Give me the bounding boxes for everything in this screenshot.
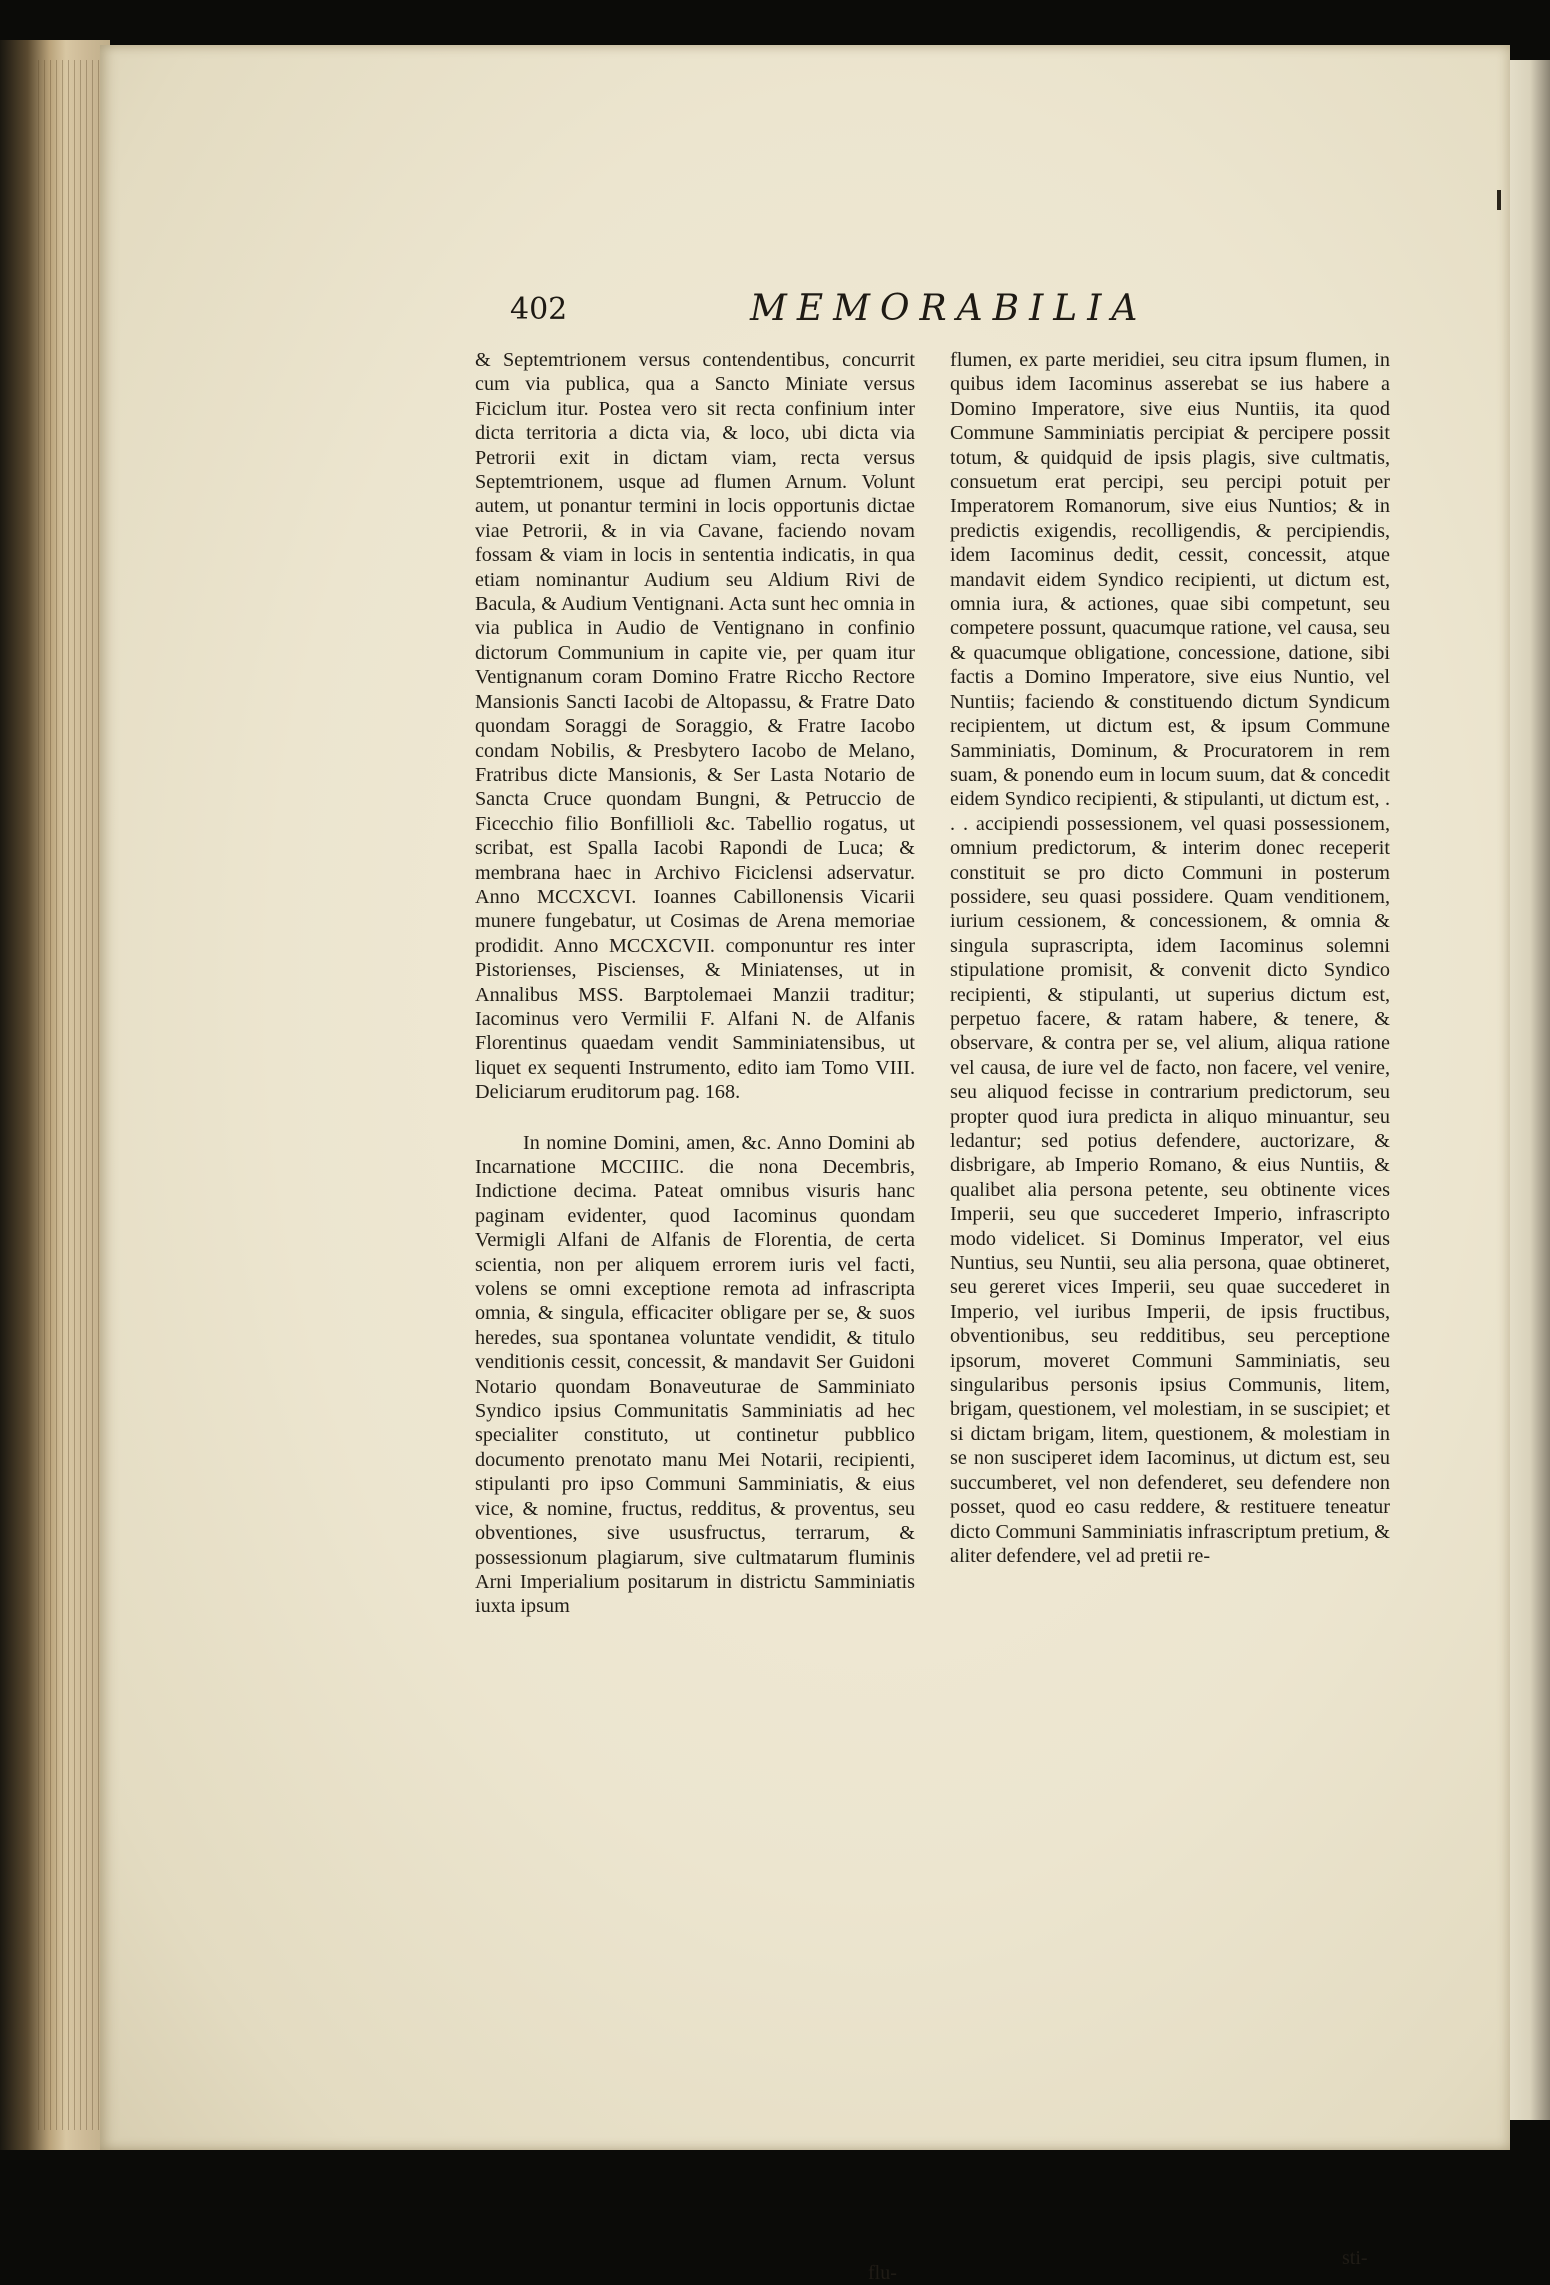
right-catchword: sti- bbox=[1342, 2247, 1368, 2269]
ink-mark bbox=[1497, 190, 1501, 210]
left-paragraph-2: In nomine Domini, amen, &c. Anno Domini ab Incarnatione MCCIIIC. die nona Decembris, Indictione decima. Pateat omnibus visuris hanc paginam evidenter, quod Iacominus quondam Vermigli Alfani de Alfanis de Florentia, de certa scientia, non per aliquem errorem iuris vel facti, volens se omni exceptione remota ad infrascripta omnia, & singula, efficaciter obligare per se, & suos heredes, sua spontanea voluntate vendidit, & titulo venditionis cessit, concessit, & mandavit Ser Guidoni Notario quondam Bonaveuturae de Samminiato Syndico ipsius Communitatis Samminiatis ad hec specialiter constituto, ut continetur pubblico documento prenotato manu Mei Notarii, recipienti, stipulanti pro ipso Communi Samminiatis, & eius vice, & nomine, fructus, redditus, & proventus, seu obventiones, sive ususfructus, terrarum, & possessionum plagiarum, sive cultmatarum fluminis Arni Imperialium positarum in districtu Samminiatis iuxta ipsum bbox=[475, 1131, 915, 1618]
page-header bbox=[510, 288, 1150, 340]
running-title: MEMORABILIA bbox=[750, 288, 1148, 329]
right-paragraph-1: flumen, ex parte meridiei, seu citra ipsum flumen, in quibus idem Iacominus asserebat se ius habere a Domino Imperatore, sive eius Nuntiis, ita quod Commune Samminiatis percipiat & percipere possit totum, & quidquid de ipsis plagis, sive cultmatis, consuetum erat percipi, seu percipi potuit per Imperatorem Romanorum, sive eius Nuntios; & in predictis exigendis, recolligendis, & percipiendis, idem Iacominus dedit, cessit, concessit, atque mandavit eidem Syndico recipienti, ut dictum est, omnia iura, & actiones, quae sibi competunt, seu competere possunt, quacumque ratione, vel causa, seu & quacumque obligatione, concessione, datione, sibi factis a Domino Imperatore, sive eius Nuntio, vel Nuntiis; faciendo & constituendo dictum Syndicum recipientem, ut dictum est, & ipsum Commune Samminiatis, Dominum, & Procuratorem in rem suam, & ponendo eum in locum suum, dat & concedit eidem Syndico recipienti, & stipulanti, ut dictum est, . . . accipiendi possessionem, vel quasi possessionem, omnium predictorum, & interim donec receperit constituit se pro dicto Communi in posterum possidere, seu quasi possidere. Quam venditionem, iurium cessionem, & concessionem, & omnia & singula suprascripta, idem Iacominus solemni stipulatione promisit, & convenit dicto Syndico recipienti, & stipulanti, ut superius dictum est, perpetuo facere, & ratam habere, & tenere, & observare, & contra per se, vel alium, aliqua ratione vel causa, de iure vel de facto, non facere, vel venire, seu aliquod fecisse in contrarium predictorum, seu propter quod iura predicta in aliquo minuantur, seu ledantur; sed potius defendere, auctorizare, & disbrigare, ab Imperio Romano, & eius Nuntiis, & qualibet alia persona petente, seu obtinente vices Imperii, seu que succederet Imperio, infrascripto modo videlicet. Si Dominus Imperator, vel eius Nuntius, seu Nuntii, seu alia persona, quae obtineret, seu gereret vices Imperii, seu quae succederet in Imperio, vel iuribus Imperii, de ipsis fructibus, obventionibus, seu redditibus, seu perceptione ipsorum, moveret Communi Samminiatis, seu singularibus personis ipsius Communis, litem, brigam, questionem, vel molestiam, in se suscipiet; et si dictam brigam, litem, questionem, & molestiam in se non susciperet idem Iacominus, ut dictum est, seu succumberet, vel non defenderet, seu defendere non posset, quod eo casu reddere, & restituere teneatur dicto Communi Samminiatis infrascriptum pretium, & aliter defendere, vel ad pretii re- bbox=[950, 349, 1390, 1567]
page-number: 402 bbox=[510, 292, 568, 327]
left-column bbox=[475, 348, 915, 1619]
right-column bbox=[950, 348, 1390, 1568]
page-stack-lines bbox=[38, 60, 108, 2130]
left-paragraph-1: & Septemtrionem versus contendentibus, concurrit cum via publica, qua a Sancto Miniate versus Ficiclum itur. Postea vero sit recta confinium inter dicta territoria a dicta via, & loco, ubi dicta via Petrorii exit in dictam viam, recta versus Septemtrionem, usque ad flumen Arnum. Volunt autem, ut ponantur termini in locis opportunis dictae viae Petrorii, & in via Cavane, faciendo novam fossam & viam in locis in sententia indicatis, in qua etiam nominantur Audium seu Aldium Rivi de Bacula, & Audium Ventignani. Acta sunt hec omnia in via publica in Audio de Ventignano in confinio dictorum Communium in capite vie, per quam itur Ventignanum coram Domino Fratre Riccho Rectore Mansionis Sancti Iacobi de Altopassu, & Fratre Dato quondam Soraggi de Soraggio, & Fratre Iacobo condam Nobilis, & Presbytero Iacobo de Melano, Fratribus dicte Mansionis, & Ser Lasta Notario de Sancta Cruce quondam Bungni, & Petruccio de Ficecchio filio Bonfillioli &c. Tabellio rogatus, ut scribat, est Spalla Iacobi Rapondi de Luca; & membrana haec in Archivo Ficiclensi adservatur. Anno MCCXCVI. Ioannes Cabillonensis Vicarii munere fungebatur, ut Cosimas de Arena memoriae prodidit. Anno MCCXCVII. componuntur res inter Pistorienses, Piscienses, & Miniatenses, ut in Annalibus MSS. Barptolemaei Manzii traditur; Iacominus vero Vermilii F. Alfani N. de Alfanis Florentinus quaedam vendit Samminiatensibus, ut liquet ex sequenti Instrumento, edito iam Tomo VIII. Deliciarum eruditorum pag. 168. bbox=[475, 349, 915, 1104]
left-catchword: flu- bbox=[868, 2262, 897, 2284]
